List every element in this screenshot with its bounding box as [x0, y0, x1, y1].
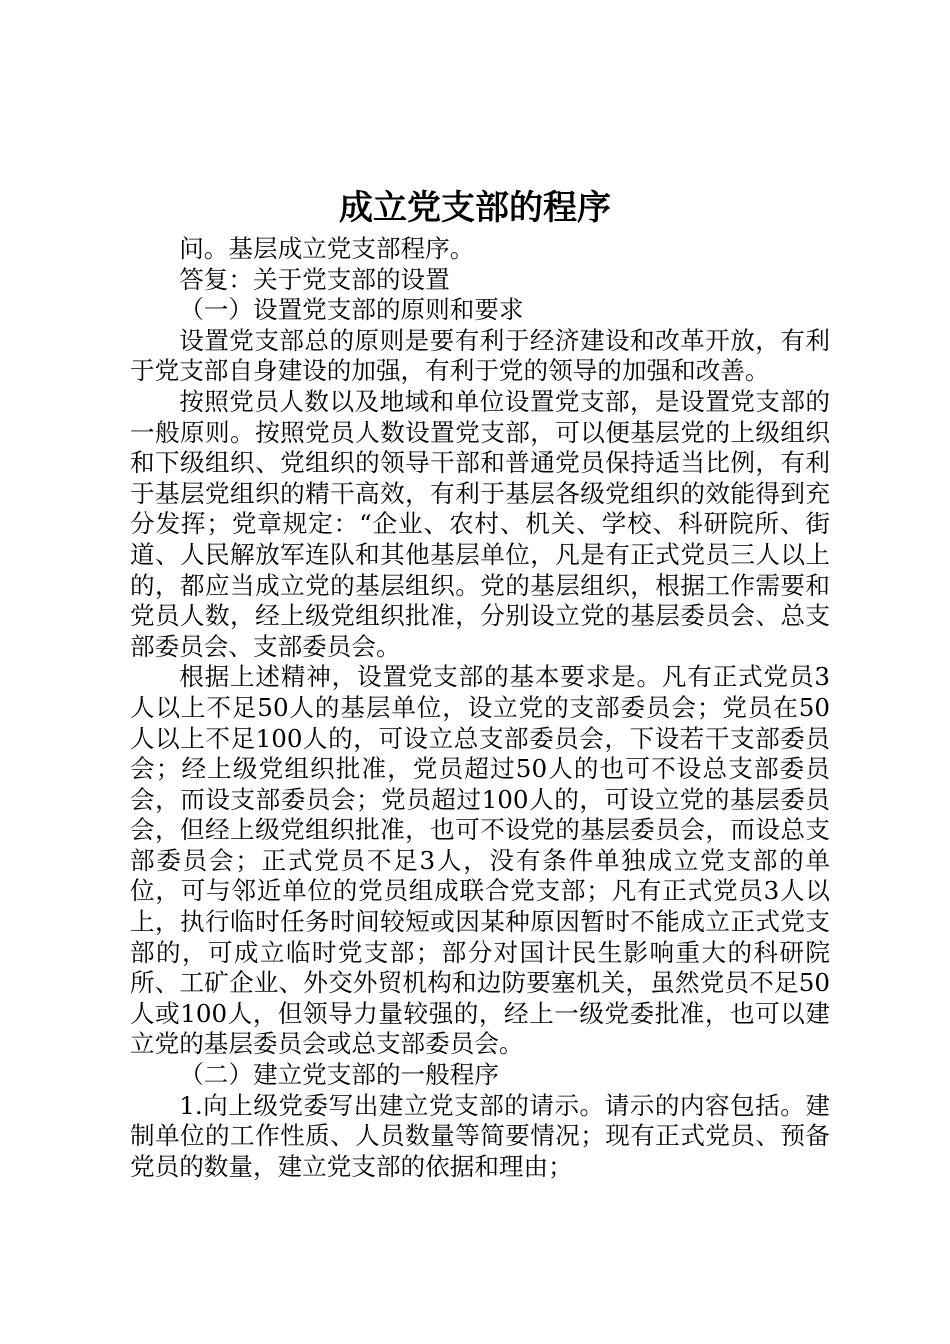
paragraph-procedure-step-1: 1.向上级党委写出建立党支部的请示。请示的内容包括。建制单位的工作性质、人员数量等简要情况；现有正式党员、预备党员的数量，建立党支部的依据和理由； [130, 1090, 830, 1181]
paragraph-question: 问。基层成立党支部程序。 [179, 234, 475, 263]
section-heading-1: （一）设置党支部的原则和要求 [179, 295, 524, 325]
section-heading-2: （二）建立党支部的一般程序 [179, 1060, 499, 1090]
document-title: 成立党支部的程序 [339, 188, 611, 228]
document-body [130, 234, 830, 1182]
paragraph-principle: 设置党支部总的原则是要有利于经济建设和改革开放，有利于党支部自身建设的加强，有利于党的领导的加强和改善。 [130, 325, 830, 386]
paragraph-member-count-principle: 按照党员人数以及地域和单位设置党支部，是设置党支部的一般原则。按照党员人数设置党支部，可以便基层党的上级组织和下级组织、党组织的领导干部和普通党员保持适当比例，有利于基层党组织的精干高效，有利于基层各级党组织的效能得到充分发挥；党章规定：“企业、农村、机关、学校、科研院所、街道、人民解放军连队和其他基层单位，凡是有正式党员三人以上的，都应当成立党的基层组织。党的基层组织，根据工作需要和党员人数，经上级党组织批准，分别设立党的基层委员会、总支部委员会、支部委员会。 [130, 386, 830, 661]
paragraph-basic-requirements: 根据上述精神，设置党支部的基本要求是。凡有正式党员3人以上不足50人的基层单位，设立党的支部委员会；党员在50人以上不足100人的，可设立总支部委员会，下设若干支部委员会；经上级党组织批准，党员超过50人的也可不设总支部委员会，而设支部委员会；党员超过100人的，可设立党的基层委员会，但经上级党组织批准，也可不设党的基层委员会，而设总支部委员会；正式党员不足3人，没有条件单独成立党支部的单位，可与邻近单位的党员组成联合党支部；凡有正式党员3人以上，执行临时任务时间较短或因某种原因暂时不能成立正式党支部的，可成立临时党支部；部分对国计民生影响重大的科研院所、工矿企业、外交外贸机构和边防要塞机关，虽然党员不足50人或100人，但领导力量较强的，经上一级党委批准，也可以建立党的基层委员会或总支部委员会。 [130, 662, 830, 1059]
paragraph-answer-intro: 答复：关于党支部的设置 [179, 264, 450, 294]
